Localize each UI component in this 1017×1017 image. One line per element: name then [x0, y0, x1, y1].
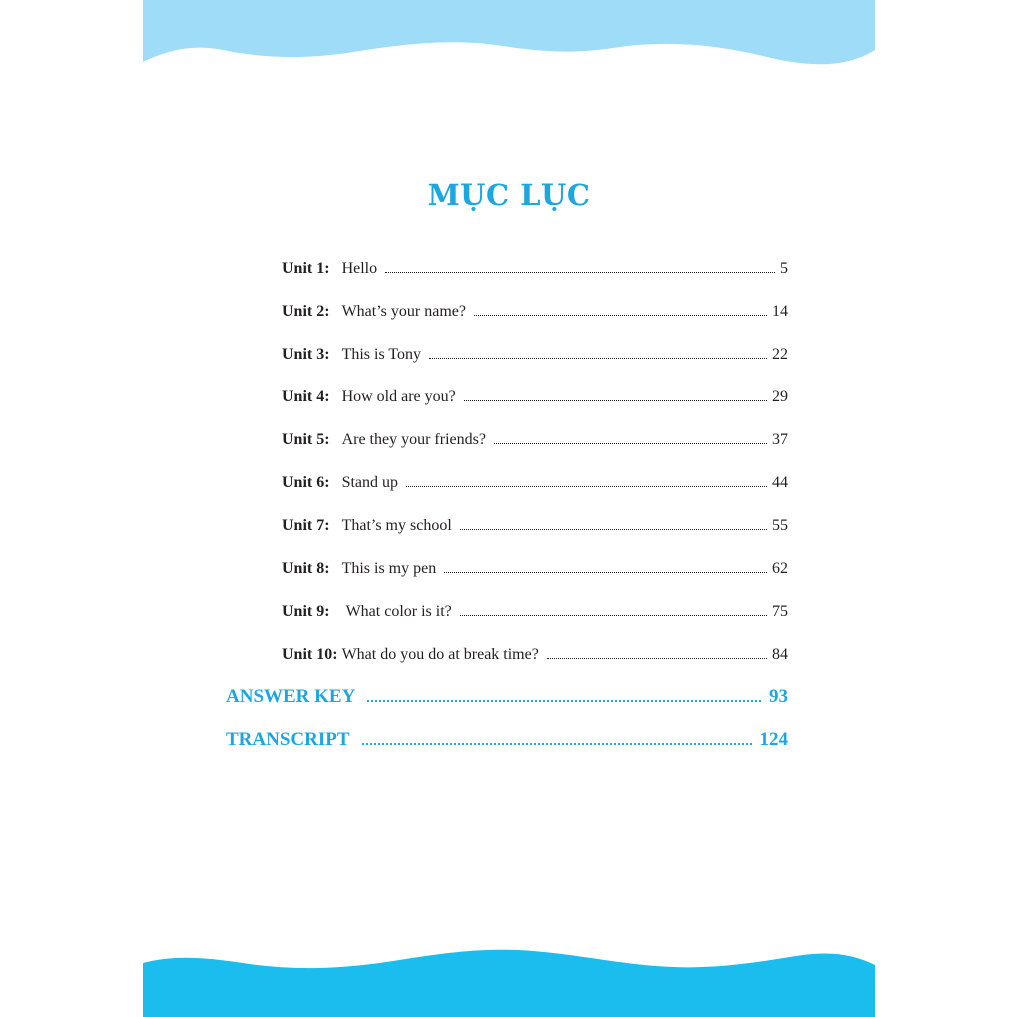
page-number: 14: [772, 303, 788, 320]
section-label: TRANSCRIPT: [226, 729, 350, 750]
unit-name: Hello: [341, 260, 378, 277]
unit-label: Unit 1:: [282, 260, 330, 277]
dot-leader: [460, 529, 767, 530]
toc-entry-unit-6: [282, 474, 788, 496]
unit-name: That’s my school: [341, 517, 452, 534]
dot-leader: [444, 572, 767, 573]
page-number: 55: [772, 517, 788, 534]
unit-name: How old are you?: [341, 388, 456, 405]
unit-label: Unit 10:: [282, 646, 338, 663]
unit-name: What do you do at break time?: [341, 646, 539, 663]
toc-entry-unit-5: [282, 431, 788, 453]
toc-entry-unit-2: [282, 303, 788, 325]
toc-entry-unit-4: [282, 388, 788, 410]
toc-entry-unit-10: [282, 646, 788, 668]
page-title: MỤC LỤC: [427, 178, 591, 212]
dot-leader: [429, 358, 767, 359]
top-wave-decoration: [143, 0, 875, 70]
unit-label: Unit 9:: [282, 603, 330, 620]
page-number: 5: [780, 260, 788, 277]
page-number: 22: [772, 346, 788, 363]
page-number: 44: [772, 474, 788, 491]
toc-section-answer-key: [226, 686, 788, 712]
unit-label: Unit 2:: [282, 303, 330, 320]
page-number: 75: [772, 603, 788, 620]
unit-label: Unit 5:: [282, 431, 330, 448]
section-label: ANSWER KEY: [226, 686, 356, 707]
toc-entry-unit-3: [282, 346, 788, 368]
toc-entry-unit-8: [282, 560, 788, 582]
dot-leader: [367, 700, 761, 702]
unit-label: Unit 6:: [282, 474, 330, 491]
dot-leader: [385, 272, 775, 273]
dot-leader: [362, 743, 752, 745]
page-number: 93: [769, 686, 788, 707]
book-page: [143, 0, 875, 1017]
unit-label: Unit 3:: [282, 346, 330, 363]
toc-entry-unit-7: [282, 517, 788, 539]
unit-label: Unit 4:: [282, 388, 330, 405]
unit-name: Are they your friends?: [341, 431, 486, 448]
unit-label: Unit 7:: [282, 517, 330, 534]
unit-name: This is Tony: [341, 346, 422, 363]
unit-label: Unit 8:: [282, 560, 330, 577]
unit-name: What’s your name?: [341, 303, 466, 320]
toc-section-transcript: [226, 729, 788, 755]
dot-leader: [460, 615, 767, 616]
dot-leader: [494, 443, 767, 444]
page-number: 37: [772, 431, 788, 448]
dot-leader: [474, 315, 767, 316]
page-number: 29: [772, 388, 788, 405]
page-number: 124: [759, 729, 788, 750]
page-number: 84: [772, 646, 788, 663]
page-number: 62: [772, 560, 788, 577]
dot-leader: [406, 486, 767, 487]
dot-leader: [547, 658, 767, 659]
toc-entry-unit-9: [282, 603, 788, 625]
toc-entry-unit-1: [282, 260, 788, 282]
unit-name: Stand up: [341, 474, 399, 491]
dot-leader: [464, 400, 767, 401]
unit-name: This is my pen: [341, 560, 437, 577]
bottom-wave-decoration: [143, 945, 875, 1017]
unit-name: What color is it?: [345, 603, 452, 620]
